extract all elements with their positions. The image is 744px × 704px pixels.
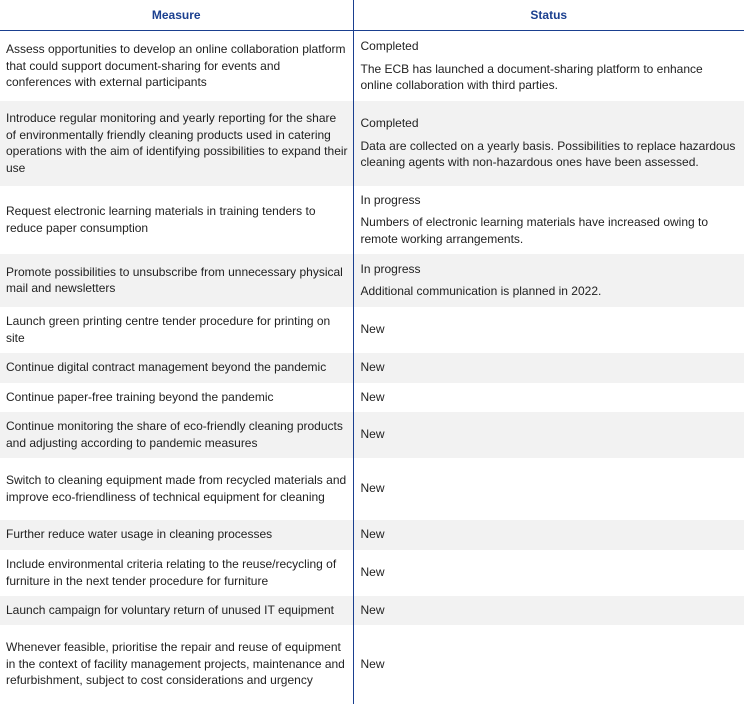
status-cell (353, 101, 744, 186)
measure-cell: Include environmental criteria relating to the reuse/recycling of furniture in the next tender procedure for furniture (0, 550, 353, 596)
status-label: New (360, 565, 385, 580)
table-row (0, 31, 744, 101)
measure-cell: Launch green printing centre tender procedure for printing on site (0, 307, 353, 353)
table-row (0, 458, 744, 520)
status-cell (353, 353, 744, 383)
status-cell (353, 596, 744, 625)
status-note: Data are collected on a yearly basis. Possibilities to replace hazardous cleaning agents with non-hazardous ones have been assessed. (360, 138, 736, 170)
table-row (0, 625, 744, 704)
measure-column-header: Measure (0, 0, 353, 31)
status-label: New (360, 322, 385, 337)
status-label: New (360, 389, 385, 404)
measure-cell: Continue monitoring the share of eco-friendly cleaning products and adjusting according to pandemic measures (0, 412, 353, 458)
measure-cell: Request electronic learning materials in training tenders to reduce paper consumption (0, 186, 353, 254)
measure-cell: Further reduce water usage in cleaning processes (0, 520, 353, 550)
status-cell (353, 383, 744, 412)
status-cell (353, 186, 744, 254)
table-row (0, 596, 744, 625)
measure-cell: Switch to cleaning equipment made from recycled materials and improve eco-friendliness of technical equipment for cleaning (0, 458, 353, 520)
status-label: New (360, 360, 385, 375)
table-row (0, 186, 744, 254)
status-cell (353, 307, 744, 353)
status-label: In progress (360, 192, 421, 207)
header-row (0, 0, 744, 31)
measure-cell: Whenever feasible, prioritise the repair and reuse of equipment in the context of facility management projects, maintenance and refurbishment, subject to cost considerations and urgency (0, 625, 353, 704)
status-label: New (360, 527, 385, 542)
table-row (0, 307, 744, 353)
status-label: Completed (360, 39, 419, 53)
status-cell (353, 31, 744, 101)
status-note: The ECB has launched a document-sharing platform to enhance online collaboration with third parties. (360, 61, 703, 92)
status-cell (353, 520, 744, 550)
status-cell (353, 254, 744, 307)
status-cell (353, 412, 744, 458)
status-label: In progress (360, 261, 421, 276)
table-row (0, 383, 744, 412)
status-column-header: Status (353, 0, 744, 31)
status-note: Numbers of electronic learning materials have increased owing to remote working arrangements. (360, 215, 709, 246)
table-row (0, 101, 744, 186)
status-label: New (360, 427, 385, 442)
status-note: Additional communication is planned in 2022. (360, 284, 602, 298)
measure-cell: Continue paper-free training beyond the pandemic (0, 383, 353, 412)
measure-cell: Continue digital contract management beyond the pandemic (0, 353, 353, 383)
status-cell (353, 625, 744, 704)
status-cell (353, 458, 744, 520)
status-label: New (360, 656, 385, 671)
measure-cell: Launch campaign for voluntary return of unused IT equipment (0, 596, 353, 625)
status-label: Completed (360, 116, 419, 131)
status-cell (353, 550, 744, 596)
table-body (0, 31, 744, 704)
measure-cell: Assess opportunities to develop an online collaboration platform that could support document-sharing for events and conferences with external participants (0, 31, 353, 101)
table-row (0, 550, 744, 596)
table-header (0, 0, 744, 31)
measure-cell: Introduce regular monitoring and yearly reporting for the share of environmentally friendly cleaning products used in catering operations with the aim of identifying possibilities to expand their use (0, 101, 353, 186)
status-label: New (360, 481, 385, 496)
status-label: New (360, 602, 385, 617)
table-row (0, 254, 744, 307)
table-row (0, 520, 744, 550)
table-row (0, 412, 744, 458)
table-row (0, 353, 744, 383)
measure-cell: Promote possibilities to unsubscribe from unnecessary physical mail and newsletters (0, 254, 353, 307)
